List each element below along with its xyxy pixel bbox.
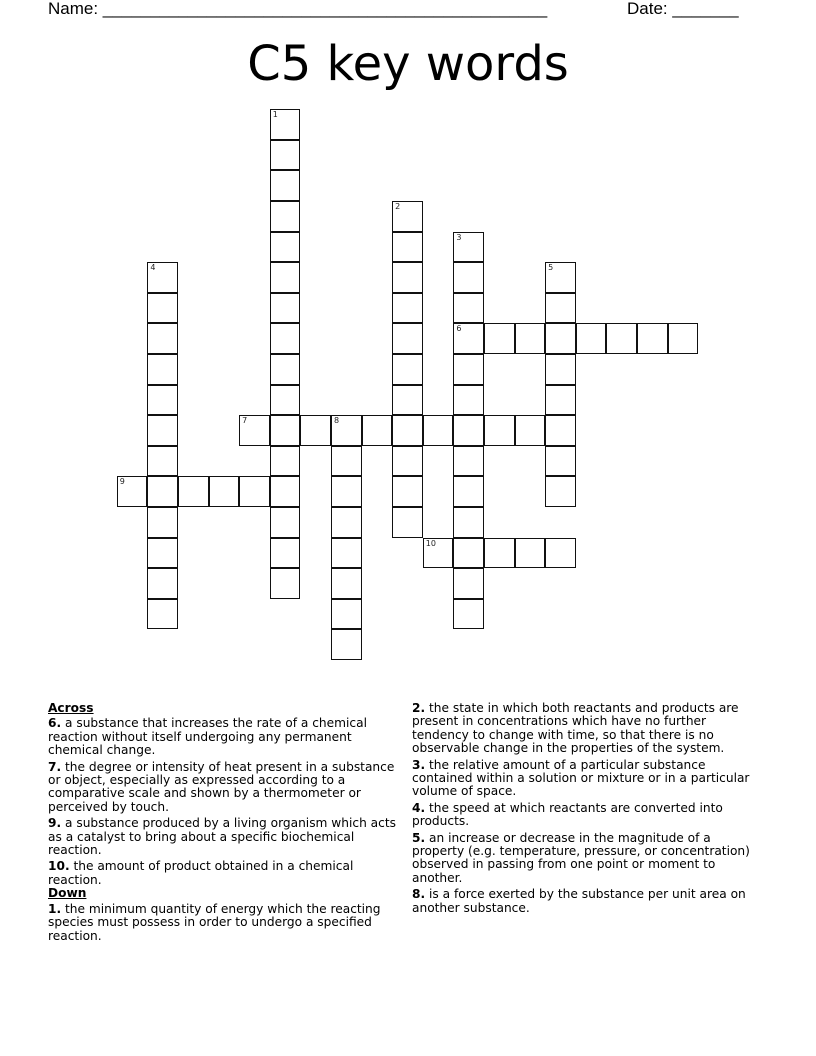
crossword-cell[interactable]: [147, 446, 178, 477]
clue-number-label: 7: [242, 416, 248, 426]
crossword-cell[interactable]: [331, 507, 362, 538]
crossword-cell[interactable]: [331, 446, 362, 477]
clue-down-8: [412, 888, 762, 915]
crossword-cell[interactable]: [331, 568, 362, 599]
crossword-cell[interactable]: [209, 476, 240, 507]
name-field-label[interactable]: Name: _______________________________________________: [48, 0, 548, 18]
crossword-cell[interactable]: [453, 538, 484, 569]
crossword-cell[interactable]: [545, 323, 576, 354]
crossword-cell[interactable]: [484, 415, 515, 446]
clue-text: an increase or decrease in the magnitude of a property (e.g. temperature, pressure, or concentration) observed in passing from one point or moment to another.: [412, 830, 750, 885]
clue-number-label: 9: [119, 477, 125, 487]
clue-number-label: 10: [425, 538, 436, 548]
crossword-cell[interactable]: [545, 415, 576, 446]
clue-number: 1.: [48, 901, 62, 916]
clues-left-column: [48, 702, 408, 946]
crossword-cell[interactable]: [147, 476, 178, 507]
crossword-cell[interactable]: [606, 323, 637, 354]
crossword-cell[interactable]: [423, 415, 454, 446]
crossword-cell[interactable]: [239, 415, 270, 446]
crossword-cell[interactable]: [453, 354, 484, 385]
crossword-cell[interactable]: [392, 293, 423, 324]
crossword-cell[interactable]: [423, 538, 454, 569]
clue-text: the minimum quantity of energy which the reacting species must possess in order to undergo a specified reaction.: [48, 901, 381, 943]
crossword-cell[interactable]: [515, 323, 546, 354]
crossword-cell[interactable]: [515, 538, 546, 569]
clue-across-9: [48, 817, 408, 857]
crossword-cell[interactable]: [147, 415, 178, 446]
crossword-cell[interactable]: [392, 323, 423, 354]
crossword-cell[interactable]: [453, 568, 484, 599]
crossword-cell[interactable]: [270, 140, 301, 171]
crossword-cell[interactable]: [147, 507, 178, 538]
crossword-cell[interactable]: [453, 293, 484, 324]
crossword-cell[interactable]: [147, 538, 178, 569]
clue-down-3: [412, 759, 762, 799]
crossword-cell[interactable]: [453, 262, 484, 293]
clue-text: is a force exerted by the substance per unit area on another substance.: [412, 887, 746, 915]
crossword-cell[interactable]: [545, 385, 576, 416]
clue-number: 7.: [48, 759, 62, 774]
clue-across-6: [48, 717, 408, 757]
crossword-cell[interactable]: [453, 599, 484, 630]
down-heading: Down: [48, 886, 87, 901]
crossword-cell[interactable]: [270, 538, 301, 569]
clue-number: 2.: [412, 701, 426, 715]
clue-number-label: 2: [395, 202, 401, 212]
crossword-cell[interactable]: [300, 415, 331, 446]
clue-text: the state in which both reactants and products are present in concentrations which have no further tendency to change with time, so that there is no observable change in the properties of the system.: [412, 701, 739, 756]
clue-down-1: [48, 903, 408, 943]
crossword-cell[interactable]: [270, 415, 301, 446]
crossword-cell[interactable]: [331, 599, 362, 630]
crossword-cell[interactable]: [270, 446, 301, 477]
clue-text: the degree or intensity of heat present in a substance or object, especially as expressed according to a comparative scale and shown by a thermometer or perceived by touch.: [48, 759, 395, 814]
crossword-cell[interactable]: [576, 323, 607, 354]
crossword-cell[interactable]: [392, 507, 423, 538]
clue-number-label: 5: [548, 263, 554, 273]
crossword-cell[interactable]: [147, 262, 178, 293]
clue-text: a substance produced by a living organism which acts as a catalyst to bring about a specific biochemical reaction.: [48, 816, 396, 858]
clue-text: the speed at which reactants are converted into products.: [412, 800, 723, 829]
crossword-cell[interactable]: [392, 262, 423, 293]
across-heading: Across: [48, 701, 94, 715]
crossword-cell[interactable]: [331, 415, 362, 446]
clue-down-2: [412, 702, 762, 756]
crossword-cell[interactable]: [453, 476, 484, 507]
crossword-cell[interactable]: [147, 354, 178, 385]
crossword-cell[interactable]: [331, 476, 362, 507]
crossword-cell[interactable]: [484, 538, 515, 569]
crossword-cell[interactable]: [270, 201, 301, 232]
crossword-cell[interactable]: [117, 476, 148, 507]
crossword-cell[interactable]: [331, 629, 362, 660]
crossword-cell[interactable]: [362, 415, 393, 446]
clue-across-7: [48, 761, 408, 815]
crossword-cell[interactable]: [270, 262, 301, 293]
clue-number: 8.: [412, 887, 426, 902]
crossword-cell[interactable]: [147, 599, 178, 630]
clue-across-10: [48, 860, 408, 887]
crossword-cell[interactable]: [331, 538, 362, 569]
crossword-cell[interactable]: [453, 507, 484, 538]
crossword-cell[interactable]: [392, 354, 423, 385]
crossword-cell[interactable]: [453, 232, 484, 263]
crossword-cell[interactable]: [178, 476, 209, 507]
crossword-cell[interactable]: [270, 476, 301, 507]
crossword-cell[interactable]: [453, 323, 484, 354]
crossword-cell[interactable]: [392, 232, 423, 263]
crossword-cell[interactable]: [515, 415, 546, 446]
crossword-cell[interactable]: [147, 293, 178, 324]
clue-number: 4.: [412, 800, 426, 815]
crossword-cell[interactable]: [270, 232, 301, 263]
crossword-cell[interactable]: [545, 446, 576, 477]
crossword-cell[interactable]: [453, 385, 484, 416]
crossword-cell[interactable]: [239, 476, 270, 507]
crossword-cell[interactable]: [147, 323, 178, 354]
clue-number: 10.: [48, 859, 70, 874]
crossword-cell[interactable]: [147, 568, 178, 599]
clue-text: the amount of product obtained in a chemical reaction.: [48, 859, 354, 887]
clue-down-5: [412, 832, 762, 886]
crossword-cell[interactable]: [392, 415, 423, 446]
crossword-cell[interactable]: [392, 446, 423, 477]
clue-number: 5.: [412, 830, 426, 845]
crossword-cell[interactable]: [392, 385, 423, 416]
clue-number-label: 6: [456, 324, 462, 334]
clue-number-label: 8: [333, 416, 340, 426]
clue-number-label: 1: [272, 110, 278, 120]
crossword-cell[interactable]: [270, 170, 301, 201]
crossword-cell[interactable]: [392, 201, 423, 232]
crossword-cell[interactable]: [484, 323, 515, 354]
crossword-cell[interactable]: [545, 293, 576, 324]
clue-text: the relative amount of a particular substance contained within a solution or mixture or in a particular volume of space.: [412, 757, 750, 799]
clues-right-column: [412, 702, 762, 918]
clue-number-label: 3: [456, 232, 462, 242]
page-title: C5 key words: [247, 36, 569, 92]
clue-number: 6.: [48, 716, 62, 731]
crossword-cell[interactable]: [545, 262, 576, 293]
crossword-cell[interactable]: [270, 293, 301, 324]
crossword-cell[interactable]: [147, 385, 178, 416]
crossword-cell[interactable]: [392, 476, 423, 507]
crossword-cell[interactable]: [545, 476, 576, 507]
crossword-cell[interactable]: [270, 323, 301, 354]
crossword-cell[interactable]: [453, 446, 484, 477]
clue-text: a substance that increases the rate of a chemical reaction without itself undergoing any permanent chemical change.: [48, 716, 367, 758]
crossword-cell[interactable]: [545, 354, 576, 385]
clue-number: 3.: [412, 757, 426, 772]
crossword-cell[interactable]: [545, 538, 576, 569]
crossword-cell[interactable]: [637, 323, 668, 354]
date-field-label[interactable]: Date: _______: [627, 0, 739, 18]
crossword-cell[interactable]: [668, 323, 699, 354]
crossword-cell[interactable]: [270, 507, 301, 538]
crossword-cell[interactable]: [270, 109, 301, 140]
crossword-cell[interactable]: [270, 568, 301, 599]
clue-number: 9.: [48, 816, 62, 831]
clue-down-4: [412, 802, 762, 829]
clue-number-label: 4: [150, 263, 156, 273]
crossword-cell[interactable]: [270, 385, 301, 416]
crossword-cell[interactable]: [270, 354, 301, 385]
crossword-cell[interactable]: [453, 415, 484, 446]
